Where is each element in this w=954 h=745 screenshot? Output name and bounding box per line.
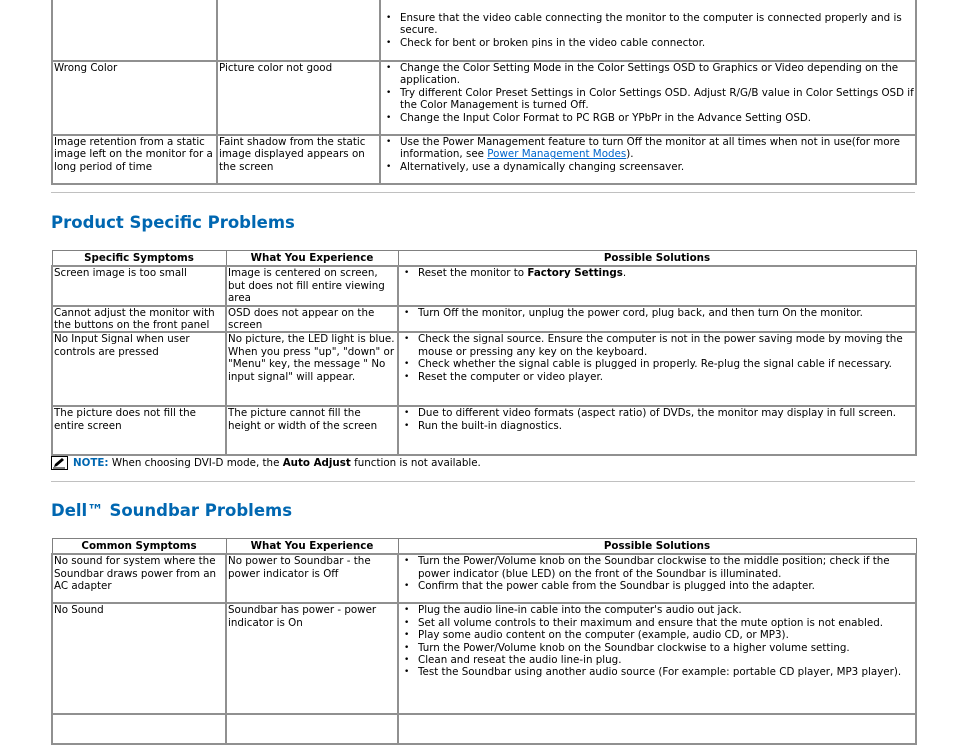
table-row [52,406,916,455]
solutions-cell [398,603,916,714]
symptom-cell: No Input Signal when user controls are pressed [52,332,226,406]
solutions-cell [398,332,916,406]
experience-cell: Image is centered on screen, but does not fill entire viewing area [226,266,398,305]
table-row [52,332,916,406]
solution-item: • Turn the Power/Volume knob on the Soundbar clockwise to a higher volume setting. [418,642,914,654]
solution-item: • Play some audio content on the computer (example, audio CD, or MP3). [418,629,914,641]
column-header: What You Experience [226,251,398,267]
solution-item: • Check whether the signal cable is plugged in properly. Re-plug the signal cable if necessary. [418,358,914,370]
column-header: Specific Symptoms [52,251,226,267]
experience-cell: OSD does not appear on the screen [226,306,398,333]
experience-cell: No picture, the LED light is blue. When you press "up", "down" or "Menu" key, the message " No input signal" will appear. [226,332,398,406]
solution-item: • Set all volume controls to their maximum and ensure that the mute option is not enabled. [418,617,914,629]
symptom-cell [52,714,226,744]
solutions-cell [380,0,916,61]
experience-cell: Soundbar has power - power indicator is On [226,603,398,714]
column-header: Common Symptoms [52,539,226,555]
table-row [52,0,916,61]
solution-item: • Ensure that the video cable connecting the monitor to the computer is connected properly and is secure. [400,12,914,37]
solution-item: • Change the Color Setting Mode in the Color Settings OSD to Graphics or Video depending on the application. [400,62,914,87]
power-management-modes-link[interactable]: Power Management Modes [487,148,627,161]
symptom-cell: Wrong Color [52,61,217,135]
solution-item: • Try different Color Preset Settings in Color Settings OSD. Adjust R/G/B value in Color Settings OSD if the Color Management is turned Off. [400,87,914,112]
column-header: What You Experience [226,539,398,555]
product-problems-table [51,250,917,456]
table-row [52,306,916,333]
table-row [52,603,916,714]
solution-item: • Turn Off the monitor, unplug the power cord, plug back, and then turn On the monitor. [418,307,914,319]
experience-cell: Picture color not good [217,61,380,135]
experience-cell [226,714,398,744]
solution-item: • Reset the computer or video player. [418,371,914,383]
solutions-cell [398,554,916,603]
table-header-row [52,539,916,555]
solution-item: • Confirm that the power cable from the Soundbar is plugged into the adapter. [418,580,914,592]
experience-cell: The picture cannot fill the height or width of the screen [226,406,398,455]
table-row [52,266,916,305]
section-divider [51,192,915,193]
column-header: Possible Solutions [398,251,916,267]
note-label: NOTE: [73,457,109,469]
soundbar-problems-table-wrap [51,538,915,745]
solution-item: • Plug the audio line-in cable into the computer's audio out jack. [418,604,914,616]
note-pencil-icon [51,456,69,470]
solutions-cell [398,306,916,333]
solution-item: • Change the Input Color Format to PC RGB or YPbPr in the Advance Setting OSD. [400,112,914,124]
product-problems-table-wrap [51,250,915,456]
table-row [52,61,916,135]
solution-item: • Alternatively, use a dynamically changing screensaver. [400,161,914,173]
symptom-cell: Cannot adjust the monitor with the buttons on the front panel [52,306,226,333]
experience-cell: Faint shadow from the static image displayed appears on the screen [217,135,380,184]
solutions-cell [398,266,916,305]
top-troubleshooting-table [51,0,917,185]
symptom-cell: Screen image is too small [52,266,226,305]
solutions-cell [398,406,916,455]
top-troubleshooting-table-wrap [51,0,915,185]
solution-item: • Clean and reseat the audio line-in plug. [418,654,914,666]
column-header: Possible Solutions [398,539,916,555]
table-row [52,714,916,744]
section-title-soundbar: Dell™ Soundbar Problems [51,501,293,520]
experience-cell: No power to Soundbar - the power indicator is Off [226,554,398,603]
solution-item: • Reset the monitor to Factory Settings. [418,267,914,279]
solutions-cell [380,135,916,184]
table-header-row [52,251,916,267]
section-title-product-specific: Product Specific Problems [51,213,295,232]
solution-item: • Turn the Power/Volume knob on the Soundbar clockwise to the middle position; check if the power indicator (blue LED) on the front of the Soundbar is illuminated. [418,555,914,580]
note: NOTE: When choosing DVI-D mode, the Auto Adjust function is not available. [51,456,481,470]
solution-item: • Use the Power Management feature to turn Off the monitor at all times when not in use(for more information, see Power Management Modes). [400,136,914,161]
solution-item: • Test the Soundbar using another audio source (For example: portable CD player, MP3 player). [418,666,914,678]
solutions-cell [398,714,916,744]
soundbar-problems-table [51,538,917,745]
solution-item: • Check for bent or broken pins in the video cable connector. [400,37,914,49]
solution-item: • Due to different video formats (aspect ratio) of DVDs, the monitor may display in full screen. [418,407,914,419]
section-divider [51,481,915,482]
symptom-cell: Image retention from a static image left on the monitor for a long period of time [52,135,217,184]
table-row [52,554,916,603]
solution-item: • Check the signal source. Ensure the computer is not in the power saving mode by moving the mouse or pressing any key on the keyboard. [418,333,914,358]
solution-item: • Run the built-in diagnostics. [418,420,914,432]
solutions-cell [380,61,916,135]
table-row [52,135,916,184]
symptom-cell: The picture does not fill the entire screen [52,406,226,455]
symptom-cell: No sound for system where the Soundbar draws power from an AC adapter [52,554,226,603]
symptom-cell [52,0,217,61]
experience-cell [217,0,380,61]
symptom-cell: No Sound [52,603,226,714]
